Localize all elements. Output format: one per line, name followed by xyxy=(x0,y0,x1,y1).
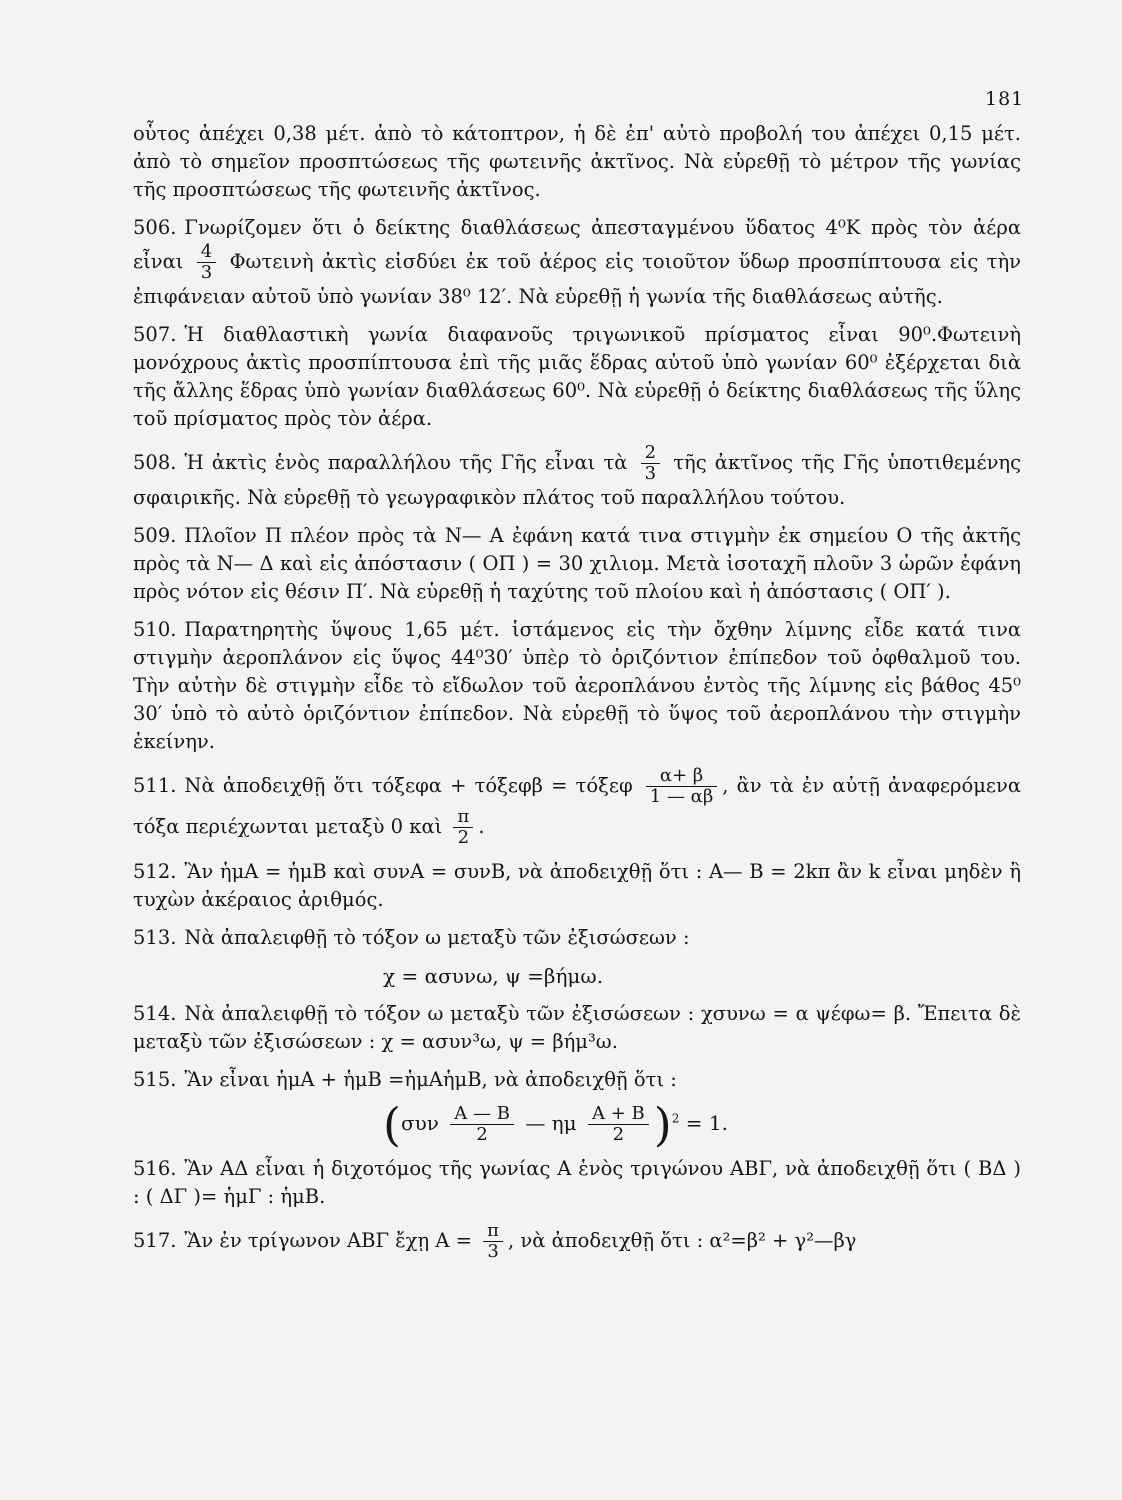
numerator: 2 xyxy=(641,443,660,464)
numerator: 4 xyxy=(197,242,216,263)
problem-number: 506. xyxy=(133,216,177,239)
problem-text: Παρατηρητὴς ὕψους 1,65 μέτ. ἱστάμενος εἰς τὴν ὄχθην λίμνης εἶδε κατά τινα στιγμὴν ἀεροπλάνον εἰς ὕψος 44⁰30′ ὑπὲρ τὸ ὁριζόντιον ἐπίπεδον τοῦ ὀφθαλμοῦ του. Τὴν αὐτὴν δὲ στιγμὴν εἶδε τὸ εἴδωλον τοῦ ἀεροπλάνου ἐντὸς τῆς λίμνης εἰς βάθος 45⁰ 30′ ὑπὸ τὸ αὐτὸ ὁριζόντιον ἐπίπεδον. Νὰ εὑρεθῇ τὸ ὕψος τοῦ ἀεροπλάνου τὴν στιγμὴν ἐκείνην. xyxy=(133,618,1021,753)
denominator: 1 — αβ xyxy=(649,786,714,807)
numerator: Α — Β xyxy=(450,1104,514,1125)
open-paren: ( xyxy=(383,1097,401,1152)
problem-512 xyxy=(133,858,1021,914)
problem-number: 515. xyxy=(133,1068,177,1091)
denominator: 2 xyxy=(476,1124,488,1145)
page-body xyxy=(133,120,1021,1272)
numerator: π xyxy=(453,807,473,828)
problem-506 xyxy=(133,214,1021,311)
problem-text: , ἂν τὰ ἐν αὐτῇ ἀναφερόμενα τόξα περιέχωνται μεταξὺ 0 καὶ xyxy=(133,774,1021,838)
fraction xyxy=(197,242,216,283)
equation-513: χ = ασυνω, ψ =βήμω. xyxy=(383,964,604,988)
problem-text: Ἂν ἡμΑ = ἡμΒ καὶ συνΑ = συνΒ, νὰ ἀποδειχθῇ ὅτι : Α— Β = 2kπ ἂν k εἶναι μηδὲν ἢ τυχὼν ἀκέραιος ἀριθμός. xyxy=(133,860,1021,911)
problem-510 xyxy=(133,616,1021,756)
problem-517 xyxy=(133,1221,1021,1262)
problem-number: 516. xyxy=(133,1157,177,1180)
fraction xyxy=(453,807,473,848)
problem-number: 509. xyxy=(133,524,177,547)
fraction xyxy=(646,766,717,807)
problem-text: Πλοῖον Π πλέον πρὸς τὰ Ν— Α ἐφάνη κατά τινα στιγμὴν ἐκ σημείου Ο τῆς ἀκτῆς πρὸς τὰ Ν— Δ καὶ εἰς ἀπόστασιν ( ΟΠ ) = 30 χιλιομ. Μετὰ ἰσοταχῆ πλοῦν 3 ὡρῶν ἐφάνη πρὸς νότον εἰς θέσιν Π′. Νὰ εὑρεθῇ ἡ ταχύτης τοῦ πλοίου καὶ ἡ ἀπόστασις ( ΟΠ′ ). xyxy=(133,524,1021,603)
problem-text: Ἂν ΑΔ εἶναι ἡ διχοτόμος τῆς γωνίας Α ἑνὸς τριγώνου ΑΒΓ, νὰ ἀποδειχθῇ ὅτι ( ΒΔ ) : ( ΔΓ )= ἡμΓ : ἡμΒ. xyxy=(133,1157,1021,1208)
problem-text: τῆς ἀκτῖνος τῆς Γῆς ὑποτιθεμένης σφαιρικῆς. Νὰ εὑρεθῇ τὸ γεωγραφικὸν πλάτος τοῦ παραλλήλου τούτου. xyxy=(133,451,1022,509)
problem-509 xyxy=(133,522,1021,606)
fraction xyxy=(450,1104,514,1145)
problem-text: Ἡ ἀκτὶς ἑνὸς παραλλήλου τῆς Γῆς εἶναι τὰ xyxy=(184,451,628,474)
fraction xyxy=(588,1104,649,1145)
equation-515 xyxy=(133,1097,1021,1152)
problem-text: Γνωρίζομεν ὅτι ὁ δείκτης διαθλάσεως ἀπεσταγμένου ὕδατος 4⁰Κ πρὸς τὸν ἀέρα εἶναι xyxy=(133,216,1021,273)
problem-text: . xyxy=(478,815,485,838)
eq-term: — ημ xyxy=(525,1111,577,1135)
numerator: π xyxy=(483,1221,503,1242)
problem-number: 510. xyxy=(133,618,177,641)
denominator: 2 xyxy=(457,827,470,848)
problem-513 xyxy=(133,924,1021,952)
problem-number: 514. xyxy=(133,1002,177,1025)
fraction xyxy=(483,1221,503,1262)
close-paren: ) xyxy=(653,1097,672,1152)
eq-term: = 1. xyxy=(685,1111,728,1135)
problem-number: 513. xyxy=(133,926,177,949)
problem-text: Ἂν εἶναι ἡμΑ + ἡμΒ =ἡμΑἡμΒ, νὰ ἀποδειχθῇ ὅτι : xyxy=(184,1068,677,1091)
problem-505-continuation: οὗτος ἀπέχει 0,38 μέτ. ἀπὸ τὸ κάτοπτρον, ἡ δὲ ἐπ' αὐτὸ προβολή του ἀπέχει 0,15 μέτ. ἀπὸ τὸ σημεῖον προσπτώσεως τῆς φωτεινῆς ἀκτῖνος. Νὰ εὑρεθῇ τὸ μέτρον τῆς γωνίας τῆς προσπτώσεως τῆς φωτεινῆς ἀκτῖνος. xyxy=(133,122,1021,201)
problem-text: Νὰ ἀποδειχθῇ ὅτι τόξεφα + τόξεφβ = τόξεφ xyxy=(184,774,633,797)
problem-number: 507. xyxy=(133,323,177,346)
numerator: α+ β xyxy=(646,766,717,787)
problem-516 xyxy=(133,1155,1021,1211)
problem-text: Νὰ ἀπαλειφθῇ τὸ τόξον ω μεταξὺ τῶν ἐξισώσεων : xyxy=(184,926,690,949)
page-number: 181 xyxy=(985,88,1025,110)
problem-text: Νὰ ἀπαλειφθῇ τὸ τόξον ω μεταξὺ τῶν ἐξισώσεων : χσυνω = α ψέφω= β. Ἔπειτα δὲ μεταξὺ τῶν ἐξισώσεων : χ = ασυν³ω, ψ = βήμ³ω. xyxy=(133,1002,1021,1053)
problem-text: , νὰ ἀποδειχθῇ ὅτι : α²=β² + γ²—βγ xyxy=(508,1229,857,1252)
problem-text: Ἡ διαθλαστικὴ γωνία διαφανοῦς τριγωνικοῦ πρίσματος εἶναι 90⁰.Φωτεινὴ μονόχρους ἀκτὶς προσπίπτουσα ἐπὶ τῆς μιᾶς ἕδρας αὐτοῦ ὑπὸ γωνίαν 60⁰ ἐξέρχεται διὰ τῆς ἄλλης ἕδρας ὑπὸ γωνίαν διαθλάσεως 60⁰. Νὰ εὑρεθῇ ὁ δείκτης διαθλάσεως τῆς ὕλης τοῦ πρίσματος πρὸς τὸν ἀέρα. xyxy=(133,323,1021,430)
problem-508 xyxy=(133,443,1021,512)
denominator: 3 xyxy=(644,463,657,484)
problem-text: Φωτεινὴ ἀκτὶς εἰσδύει ἐκ τοῦ ἀέρος εἰς τοιοῦτον ὕδωρ προσπίπτουσα εἰς τὴν ἐπιφάνειαν αὐτοῦ ὑπὸ γωνίαν 38⁰ 12′. Νὰ εὑρεθῇ ἡ γωνία τῆς διαθλάσεως αὐτῆς. xyxy=(133,250,1021,308)
problem-number: 517. xyxy=(133,1229,177,1252)
fraction xyxy=(641,443,660,484)
problem-514 xyxy=(133,1000,1021,1056)
numerator: Α + Β xyxy=(588,1104,649,1125)
problem-507 xyxy=(133,321,1021,433)
problem-text: Ἂν ἐν τρίγωνον ΑΒΓ ἔχῃ Α = xyxy=(184,1229,472,1252)
problem-511 xyxy=(133,766,1021,848)
denominator: 2 xyxy=(612,1124,625,1145)
problem-515 xyxy=(133,1066,1021,1094)
eq-term: συν xyxy=(400,1111,439,1135)
problem-number: 508. xyxy=(133,451,177,474)
denominator: 3 xyxy=(200,262,213,283)
problem-number: 511. xyxy=(133,774,177,797)
problem-number: 512. xyxy=(133,860,177,883)
exponent: 2 xyxy=(671,1111,680,1126)
denominator: 3 xyxy=(487,1241,499,1262)
